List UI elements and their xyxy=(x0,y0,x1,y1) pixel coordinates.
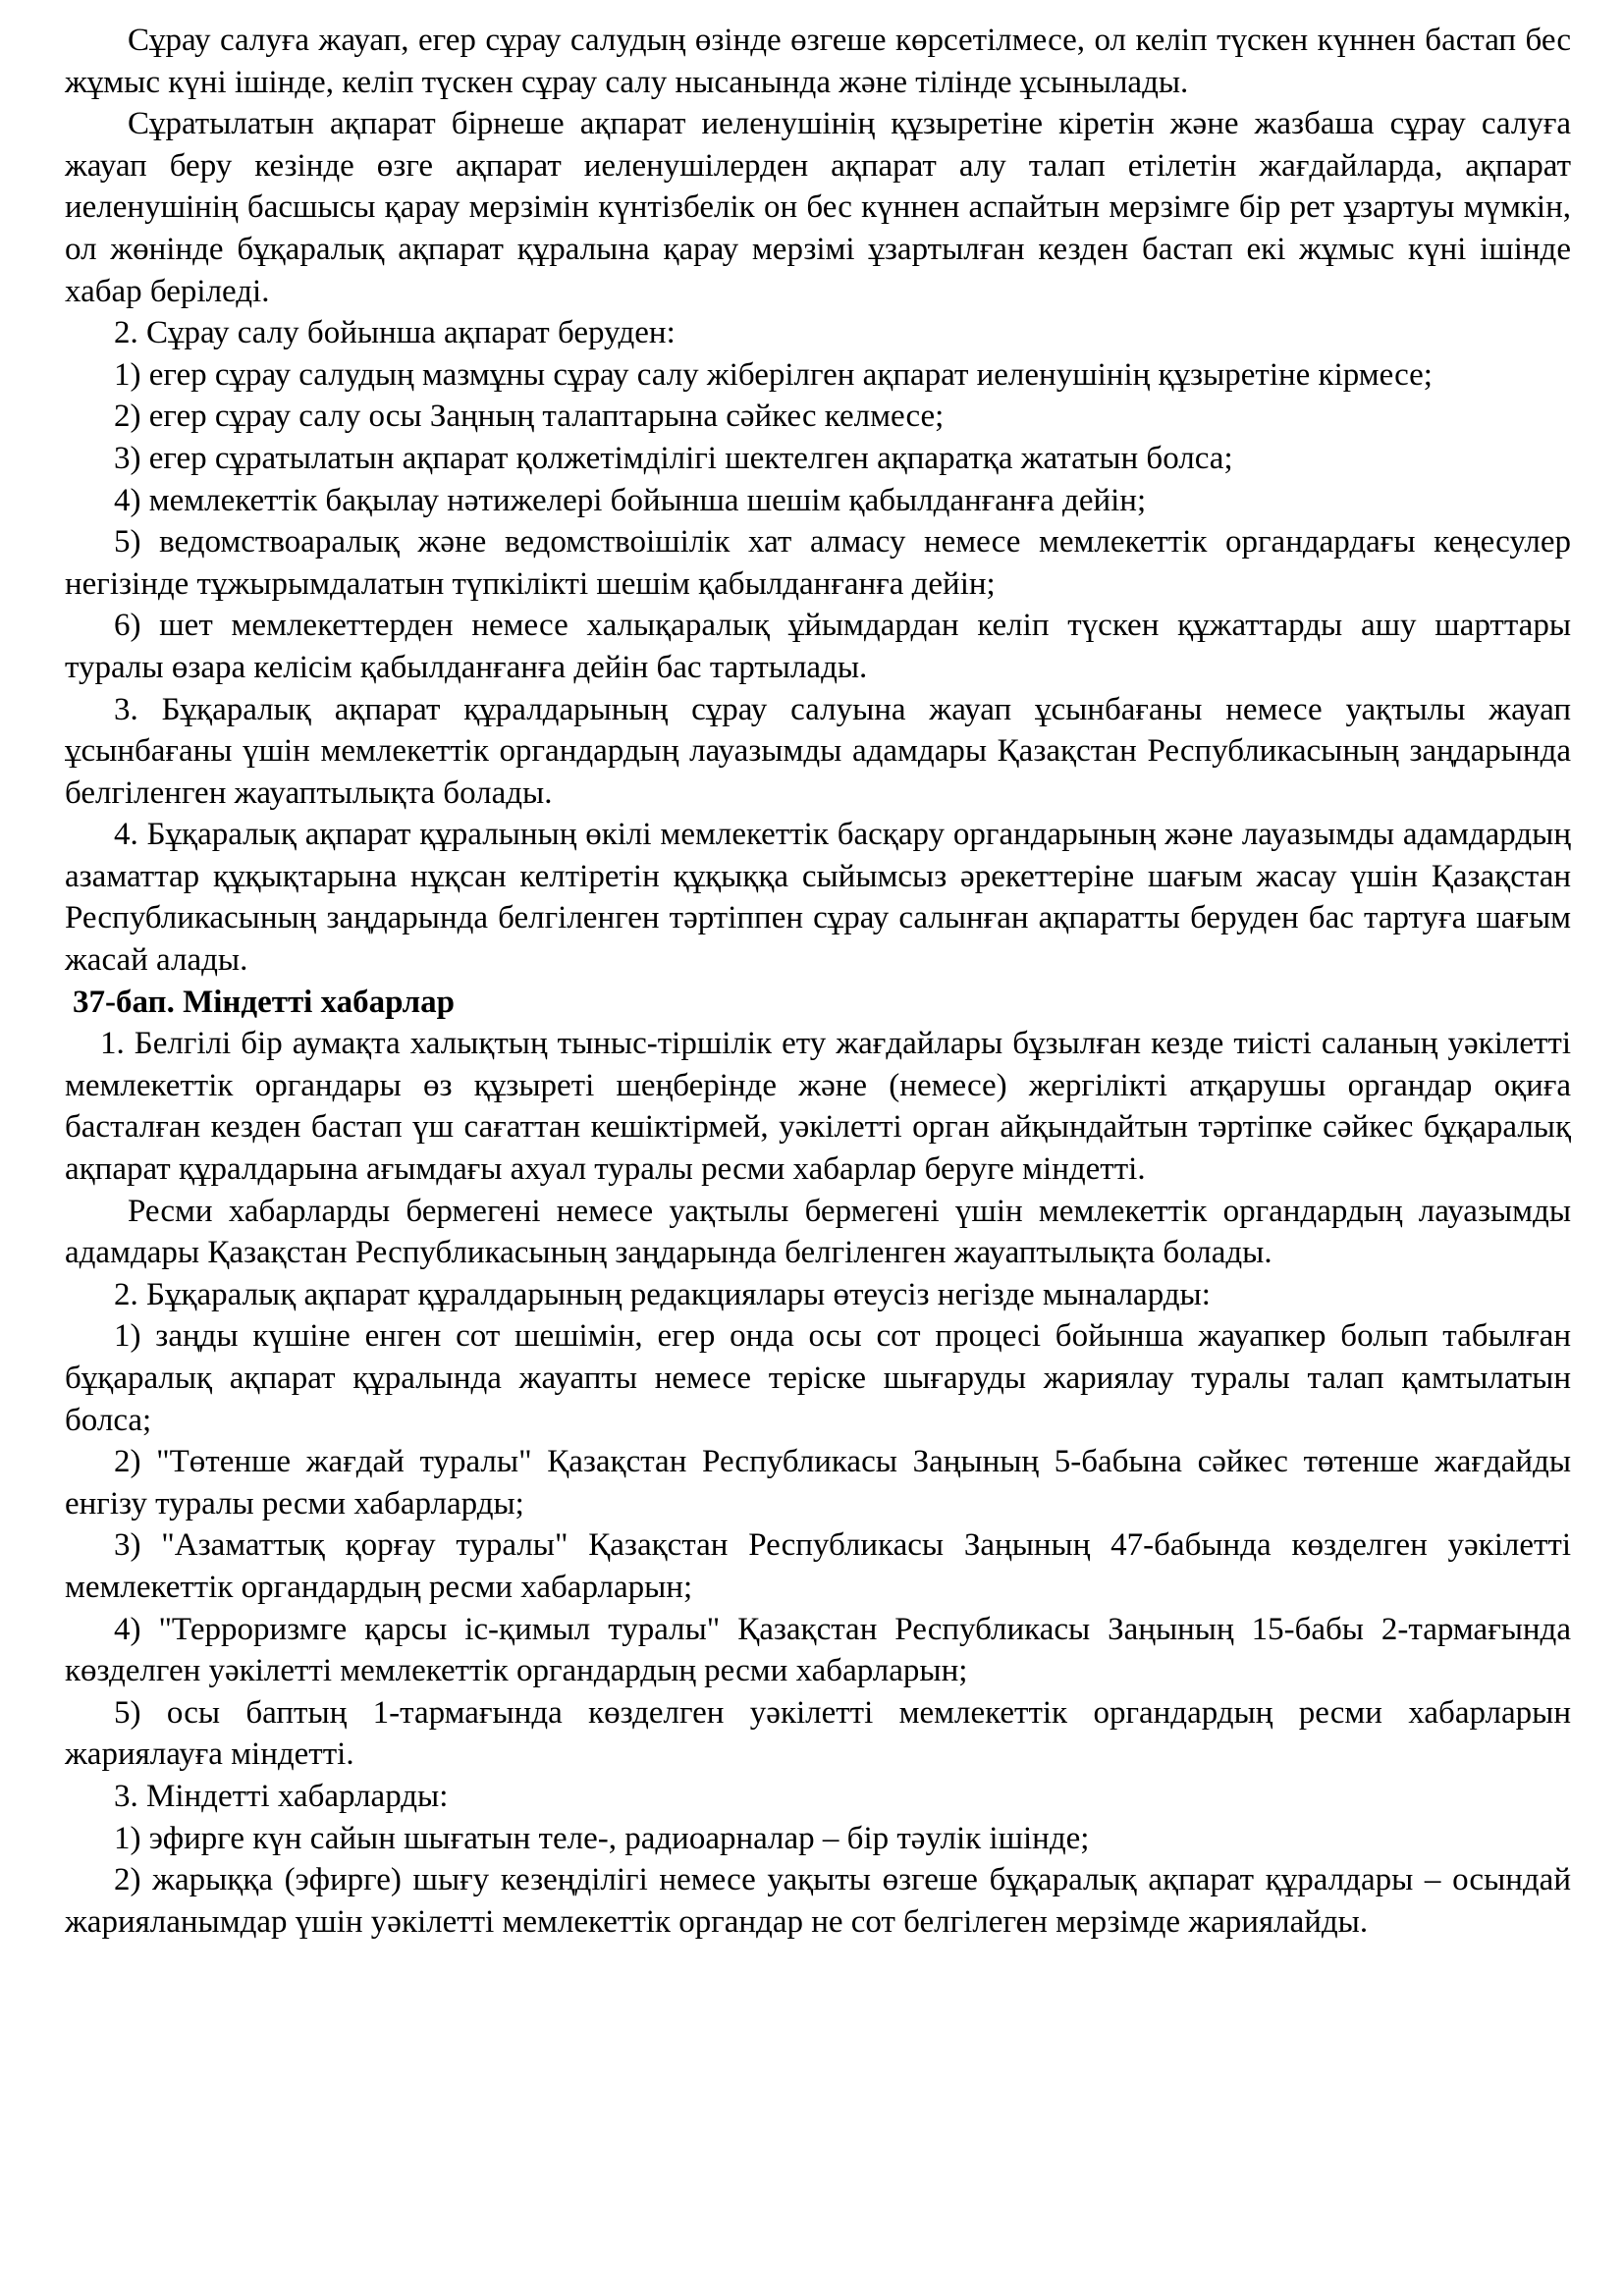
paragraph: 2. Бұқаралық ақпарат құралдарының редакциялары өтеусіз негізде мыналарды: xyxy=(114,1276,1211,1312)
list-item: 1) егер сұрау салудың мазмұны сұрау салу жіберілген ақпарат иеленушінің құзыретіне кірмесе; xyxy=(114,356,1433,393)
article-heading: 37-бап. Міндетті хабарлар xyxy=(73,984,456,1020)
list-item: 4) мемлекеттік бақылау нәтижелері бойынша шешім қабылданғанға дейін; xyxy=(114,482,1147,518)
document-body xyxy=(65,20,1571,1943)
list-item: 3) егер сұратылатын ақпарат қолжетімділігі шектелген ақпаратқа жататын болса; xyxy=(114,440,1233,476)
paragraph: 3. Міндетті хабарларды: xyxy=(114,1778,449,1814)
list-item: 2) егер сұрау салу осы Заңның талаптарына сәйкес келмесе; xyxy=(114,399,945,435)
paragraph: 2. Сұрау салу бойынша ақпарат беруден: xyxy=(114,315,676,351)
list-item: 5) осы баптың 1-тармағында көзделген уәкілетті мемлекеттік органдардың ресми хабарларын жариялауға міндетті. xyxy=(65,1694,1571,1773)
paragraph: 3. Бұқаралық ақпарат құралдарының сұрау салуына жауап ұсынбағаны немесе уақтылы жауап ұсынбағаны үшін мемлекеттік органдардың лауазымды адамдары Қазақстан Республикасының заңдарында белгіленген жауаптылықта болады. xyxy=(65,691,1571,811)
paragraph: Сұрау салуға жауап, егер сұрау салудың өзінде өзгеше көрсетілмесе, ол келіп түскен күннен бастап бес жұмыс күні ішінде, келіп түскен сұрау салу нысанында және тілінде ұсынылады. xyxy=(65,23,1571,100)
list-item: 2) жарыққа (эфирге) шығу кезеңділігі немесе уақыты өзгеше бұқаралық ақпарат құралдары – осындай жарияланымдар үшін уәкілетті мемлекеттік органдар не сот белгілеген мерзімде жариялайды. xyxy=(65,1862,1571,1940)
list-item: 1) эфирге күн сайын шығатын теле-, радиоарналар – бір тәулік ішінде; xyxy=(114,1820,1090,1856)
list-item: 2) "Төтенше жағдай туралы" Қазақстан Республикасы Заңының 5-бабына сәйкес төтенше жағдайды енгізу туралы ресми хабарларды; xyxy=(65,1444,1571,1522)
list-item: 6) шет мемлекеттерден немесе халықаралық ұйымдардан келіп түскен құжаттарды ашу шарттары туралы өзара келісім қабылданғанға дейін бас тартылады. xyxy=(65,608,1571,685)
list-item: 4) "Терроризмге қарсы іс-қимыл туралы" Қазақстан Республикасы Заңының 15-бабы 2-тармағында көзделген уәкілетті мемлекеттік органдардың ресми хабарларын; xyxy=(65,1611,1571,1689)
list-item: 3) "Азаматтық қорғау туралы" Қазақстан Республикасы Заңының 47-бабында көзделген уәкілетті мемлекеттік органдардың ресми хабарларын; xyxy=(65,1527,1571,1605)
paragraph: 1. Белгілі бір аумақта халықтың тыныс-тіршілік ету жағдайлары бұзылған кезде тиісті саланың уәкілетті мемлекеттік органдары өз құзыреті шеңберінде және (немесе) жергілікті атқарушы органдар оқиға басталған кезден бастап үш сағаттан кешіктірмей, уәкілетті орган айқындайтын тәртіпке сәйкес бұқаралық ақпарат құралдарына ағымдағы ахуал туралы ресми хабарлар беруге міндетті. xyxy=(65,1026,1571,1188)
paragraph: 4. Бұқаралық ақпарат құралының өкілі мемлекеттік басқару органдарының және лауазымды адамдардың азаматтар құқықтарына нұқсан келтіретін құқыққа сыйымсыз әрекеттеріне шағым жасау үшін Қазақстан Республикасының заңдарында белгіленген тәртіппен сұрау салынған ақпаратты беруден бас тартуға шағым жасай алады. xyxy=(65,817,1571,979)
paragraph: Ресми хабарларды бермегені немесе уақтылы бермегені үшін мемлекеттік органдардың лауазымды адамдары Қазақстан Республикасының заңдарында белгіленген жауаптылықта болады. xyxy=(65,1193,1571,1271)
list-item: 5) ведомствоаралық және ведомствоішілік хат алмасу немесе мемлекеттік органдардағы кеңесулер негізінде тұжырымдалатын түпкілікті шешім қабылданғанға дейін; xyxy=(65,524,1571,602)
list-item: 1) заңды күшіне енген сот шешімін, егер онда осы сот процесі бойынша жауапкер болып табылған бұқаралық ақпарат құралында жауапты немесе теріске шығаруды жариялау туралы талап қамтылатын болса; xyxy=(65,1318,1571,1438)
paragraph: Сұратылатын ақпарат бірнеше ақпарат иеленушінің құзыретіне кіретін және жазбаша сұрау салуға жауап беру кезінде өзге ақпарат иеленушілерден ақпарат алу талап етілетін жағдайларда, ақпарат иеленушінің басшысы қарау мерзімін күнтізбелік он бес күннен аспайтын мерзімге бір рет ұзартуы мүмкін, ол жөнінде бұқаралық ақпарат құралына қарау мерзімі ұзартылған кезден бастап екі жұмыс күні ішінде хабар беріледі. xyxy=(65,106,1571,309)
